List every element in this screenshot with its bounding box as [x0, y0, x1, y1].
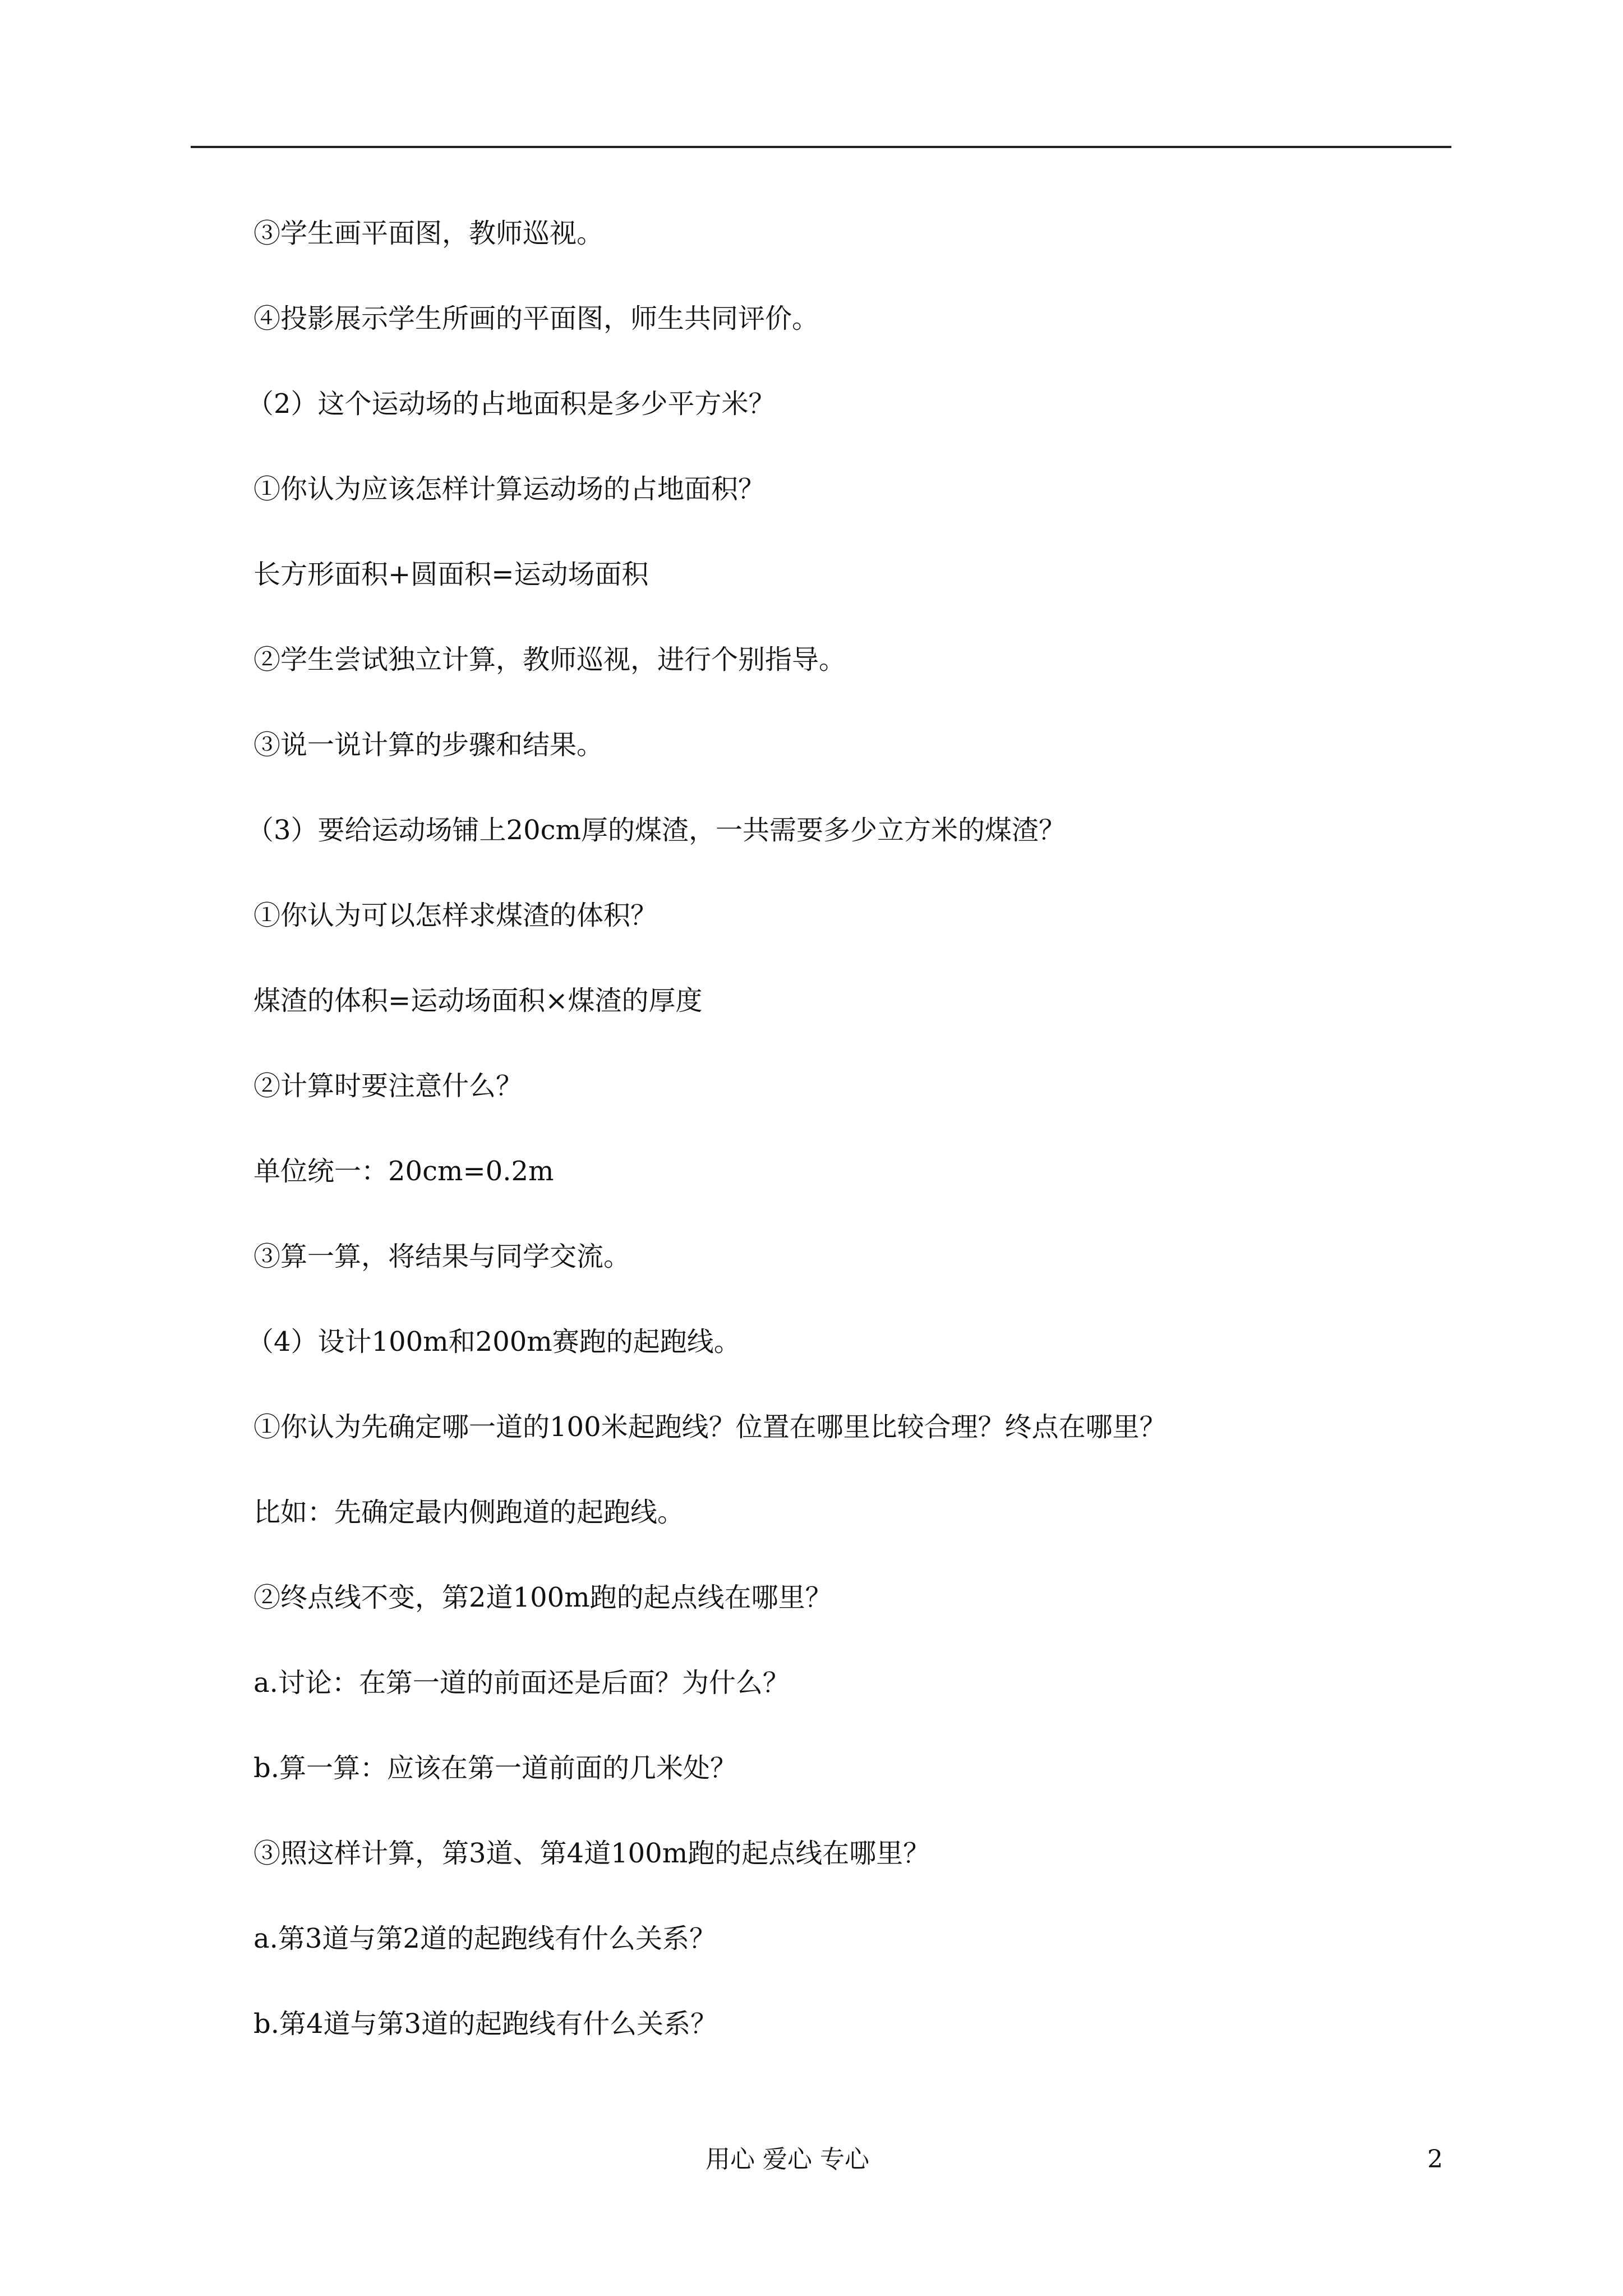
text-line-8: （3）要给运动场铺上20cm厚的煤渣，一共需要多少立方米的煤渣？ [247, 815, 1066, 846]
text-line-2: ④投影展示学生所画的平面图，师生共同评价。 [253, 303, 819, 334]
text-line-20: ③照这样计算，第3道、第4道100m跑的起点线在哪里？ [253, 1838, 930, 1869]
text-line-6: ②学生尝试独立计算，教师巡视，进行个别指导。 [253, 644, 846, 675]
document-body [247, 213, 1442, 2089]
text-line-13: ③算一算，将结果与同学交流。 [253, 1241, 631, 1272]
text-line-1: ③学生画平面图，教师巡视。 [253, 218, 604, 249]
text-line-4: ①你认为应该怎样计算运动场的占地面积？ [253, 473, 766, 505]
text-line-18: a.讨论：在第一道的前面还是后面？为什么？ [253, 1667, 790, 1699]
footer-motto: 用心 爱心 专心 [706, 2145, 869, 2174]
text-line-7: ③说一说计算的步骤和结果。 [253, 729, 604, 761]
text-line-16: 比如：先确定最内侧跑道的起跑线。 [253, 1497, 685, 1528]
text-line-11: ②计算时要注意什么？ [253, 1070, 523, 1102]
text-line-22: b.第4道与第3道的起跑线有什么关系？ [253, 2008, 718, 2040]
text-line-12: 单位统一：20cm=0.2m [253, 1156, 554, 1187]
page-number: 2 [1427, 2145, 1443, 2174]
text-line-14: （4）设计100m和200m赛跑的起跑线。 [247, 1326, 741, 1358]
text-line-10: 煤渣的体积=运动场面积×煤渣的厚度 [253, 985, 703, 1016]
text-line-19: b.算一算：应该在第一道前面的几米处？ [253, 1752, 737, 1784]
text-line-5: 长方形面积+圆面积=运动场面积 [253, 559, 649, 590]
text-line-9: ①你认为可以怎样求煤渣的体积？ [253, 900, 658, 931]
text-line-21: a.第3道与第2道的起跑线有什么关系？ [253, 1923, 716, 1954]
header-rule [191, 146, 1451, 148]
text-line-3: （2）这个运动场的占地面积是多少平方米？ [247, 388, 776, 420]
text-line-15: ①你认为先确定哪一道的100米起跑线？位置在哪里比较合理？终点在哪里？ [253, 1411, 1166, 1443]
text-line-17: ②终点线不变，第2道100m跑的起点线在哪里？ [253, 1582, 832, 1613]
